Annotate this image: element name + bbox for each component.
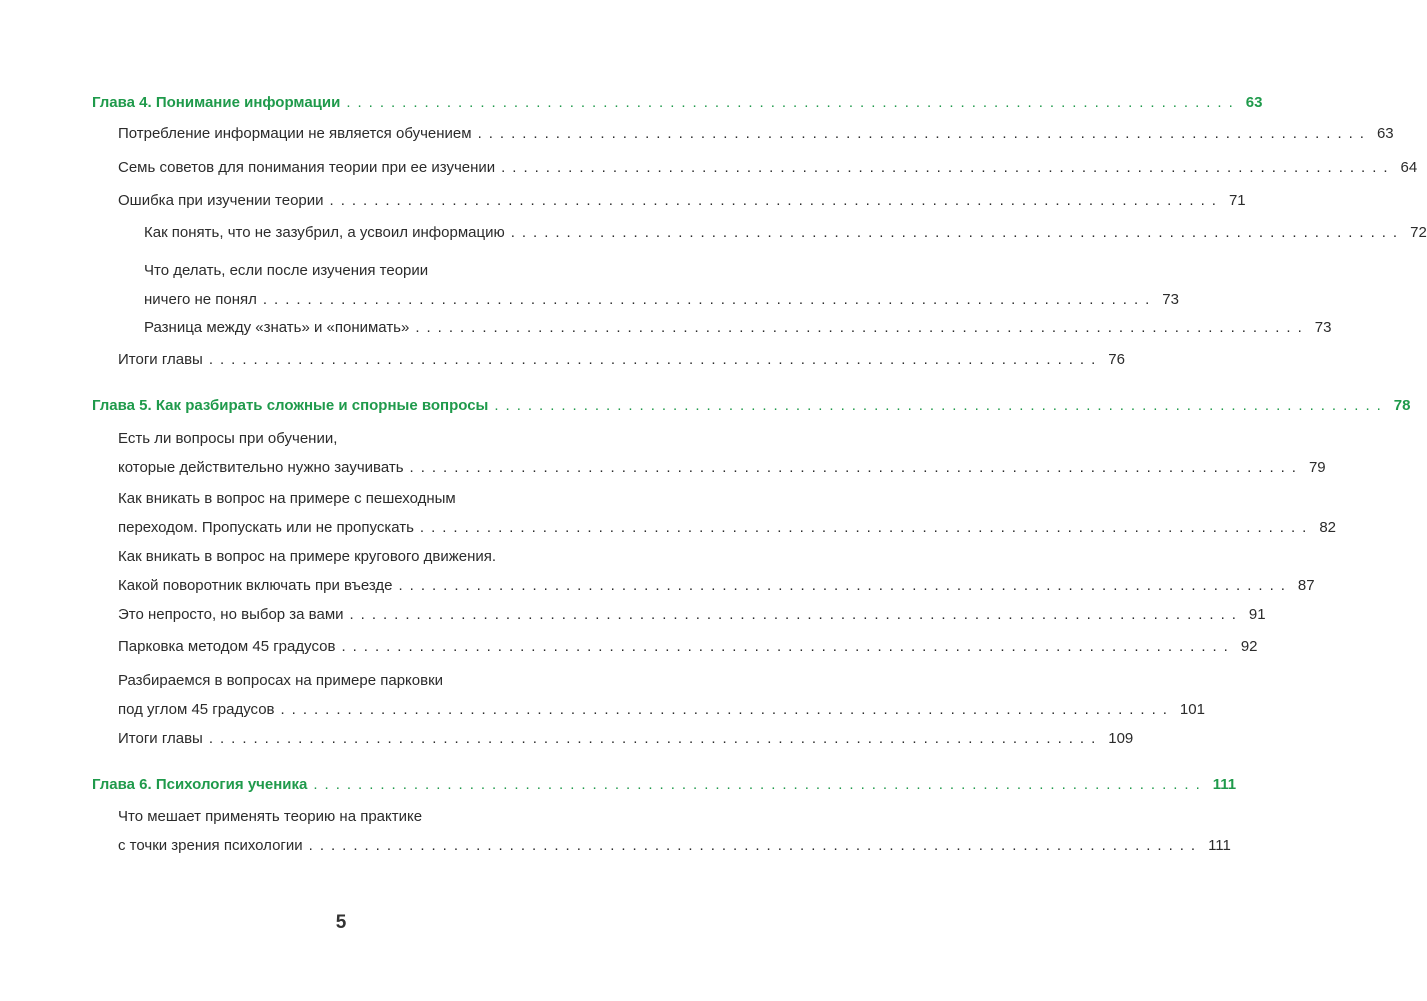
- dot-leader: ................................................................................: [477, 125, 1371, 142]
- toc-entry-page: 78: [1393, 397, 1411, 414]
- toc-entry: [118, 600, 1266, 629]
- toc-entry-page: 87: [1297, 577, 1315, 594]
- page-number: 5: [335, 912, 347, 933]
- dot-leader: ................................................................................: [208, 351, 1103, 368]
- toc-entry: [118, 424, 1326, 482]
- dot-leader: ................................................................................: [501, 159, 1395, 176]
- toc-entry-label: Как понять, что не зазубрил, а усвоил информацию: [144, 224, 505, 241]
- dot-leader: ................................................................................: [510, 224, 1405, 241]
- toc-entry: [144, 256, 1179, 314]
- dot-leader: ................................................................................: [346, 94, 1240, 111]
- toc-entry-page: 111: [1212, 776, 1237, 793]
- dot-leader: ................................................................................: [419, 519, 1314, 536]
- toc-entry: [118, 542, 1315, 600]
- toc-entry: [118, 345, 1125, 374]
- toc-entry-page: 76: [1108, 351, 1125, 368]
- toc-entry-page: 91: [1248, 606, 1266, 623]
- dot-leader: ................................................................................: [341, 638, 1235, 655]
- toc-entry-page: 71: [1228, 192, 1246, 209]
- toc-entry: [118, 119, 1394, 148]
- toc-entry-label: Глава 6. Психология ученика: [92, 776, 308, 793]
- toc-entry-page: 79: [1308, 459, 1326, 476]
- dot-leader: ................................................................................: [308, 837, 1203, 854]
- toc-entry-page: 109: [1108, 730, 1134, 747]
- toc-entry-page: 72: [1410, 224, 1427, 241]
- toc-entry-label: Парковка методом 45 градусов: [118, 638, 336, 655]
- toc-entry-page: 101: [1179, 701, 1205, 718]
- dot-leader: ................................................................................: [313, 776, 1207, 793]
- toc-entry-label: ничего не понял: [144, 291, 257, 308]
- toc-entry-label: Ошибка при изучении теории: [118, 192, 324, 209]
- dot-leader: ................................................................................: [208, 730, 1103, 747]
- toc-entry-label-line: Как вникать в вопрос на примере с пешеходным: [118, 490, 456, 507]
- toc-entry-label-line: Как вникать в вопрос на примере кругового движения.: [118, 548, 497, 565]
- toc-entry: [118, 632, 1258, 661]
- toc-entry-label: которые действительно нужно заучивать: [118, 459, 404, 476]
- toc-entry-page: 73: [1162, 291, 1179, 308]
- toc-entry-label: под углом 45 градусов: [118, 701, 275, 718]
- dot-leader: ................................................................................: [415, 319, 1309, 336]
- dot-leader: ................................................................................: [494, 397, 1388, 414]
- toc-entry: [118, 186, 1246, 215]
- toc-chapter-entry: [92, 770, 1237, 799]
- toc-entry-label: Семь советов для понимания теории при ее изучении: [118, 159, 496, 176]
- toc-entry: [118, 153, 1418, 182]
- toc-entry: [118, 484, 1336, 542]
- toc-entry: [118, 802, 1231, 860]
- toc-entry: [118, 724, 1134, 753]
- toc-entry-page: 92: [1240, 638, 1258, 655]
- toc-entry-label-line: Что мешает применять теорию на практике: [118, 808, 423, 825]
- toc-entry-page: 82: [1319, 519, 1336, 536]
- toc-entry-label: Глава 5. Как разбирать сложные и спорные вопросы: [92, 397, 489, 414]
- toc-entry-label-line: Что делать, если после изучения теории: [144, 262, 429, 279]
- toc-chapter-entry: [92, 88, 1263, 117]
- toc-entry: [144, 218, 1427, 247]
- dot-leader: ................................................................................: [329, 192, 1223, 209]
- toc-entry-page: 73: [1314, 319, 1332, 336]
- toc-entry-label-line: Есть ли вопросы при обучении,: [118, 430, 338, 447]
- toc-entry-label: Это непросто, но выбор за вами: [118, 606, 344, 623]
- toc-chapter-entry: [92, 391, 1411, 420]
- toc-entry-page: 111: [1208, 837, 1231, 854]
- toc-entry-label: Разница между «знать» и «понимать»: [144, 319, 410, 336]
- dot-leader: ................................................................................: [409, 459, 1303, 476]
- toc-entry-label: Итоги главы: [118, 351, 203, 368]
- dot-leader: ................................................................................: [349, 606, 1243, 623]
- toc-entry-page: 63: [1376, 125, 1394, 142]
- dot-leader: ................................................................................: [398, 577, 1292, 594]
- toc-entry-label: с точки зрения психологии: [118, 837, 303, 854]
- toc-entry-page: 63: [1245, 94, 1263, 111]
- dot-leader: ................................................................................: [280, 701, 1174, 718]
- dot-leader: ................................................................................: [262, 291, 1157, 308]
- toc-entry-label: Какой поворотник включать при въезде: [118, 577, 393, 594]
- toc-entry-label: переходом. Пропускать или не пропускать: [118, 519, 414, 536]
- toc-entry-label: Глава 4. Понимание информации: [92, 94, 341, 111]
- toc-entry-page: 64: [1400, 159, 1418, 176]
- toc-entry: [118, 666, 1205, 724]
- toc-entry: [144, 313, 1332, 342]
- toc-entry-label-line: Разбираемся в вопросах на примере парковки: [118, 672, 444, 689]
- toc-entry-label: Итоги главы: [118, 730, 203, 747]
- toc-entry-label: Потребление информации не является обучением: [118, 125, 472, 142]
